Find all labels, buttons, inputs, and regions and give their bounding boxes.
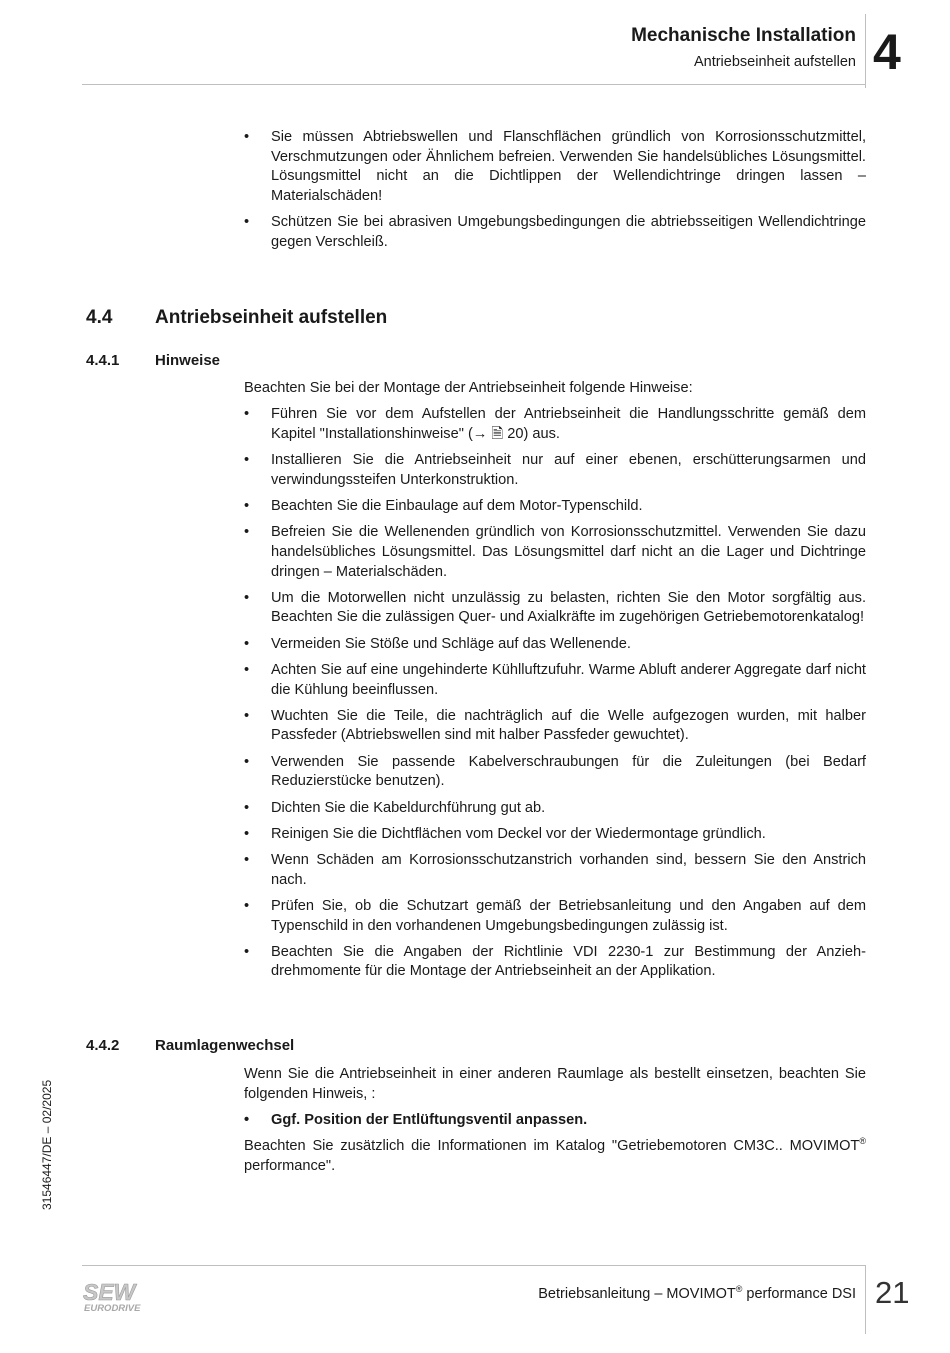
section-number: 4.4 (86, 307, 113, 328)
subsection-number: 4.4.1 (86, 352, 120, 369)
raumlage-bullet-list (244, 1111, 866, 1131)
list-item: • Achten Sie auf eine ungehinderte Kühlluftzufuhr. Warme Abluft anderer Aggregate darf nicht die Kühlung beeinflussen. (244, 661, 866, 700)
section-title: Antriebseinheit aufstellen (155, 307, 388, 328)
header-divider (82, 84, 866, 85)
list-item: • Installieren Sie die Antriebseinheit nur auf einer ebenen, erschütterungsarmen und verwindungssteifen Unterkonstruktion. (244, 451, 866, 490)
sew-eurodrive-logo (83, 1280, 153, 1314)
footer-text-start: Betriebsanleitung – MOVIMOT (538, 1286, 736, 1302)
list-item: • Wuchten Sie die Teile, die nachträglich auf die Welle aufgezogen wurden, mit halber Passfeder (Abtriebswellen sind mit halber Passfeder gewuchtet). (244, 707, 866, 746)
chapter-number: 4 (873, 24, 901, 80)
catalog-note-text-end: performance". (244, 1157, 336, 1174)
footer-divider (82, 1265, 866, 1266)
header-subtitle: Antriebseinheit aufstellen (693, 54, 856, 70)
header-vertical-divider (865, 14, 866, 88)
catalog-note-text: Beachten Sie zusätzlich die Informationen im Katalog "Getriebemotoren CM3C.. MOVIMOT (244, 1138, 860, 1155)
list-item: • Vermeiden Sie Stöße und Schläge auf das Wellenende. (244, 635, 866, 655)
hinweise-block (244, 379, 866, 989)
list-item: • Prüfen Sie, ob die Schutzart gemäß der Betriebsanleitung und den Angaben auf dem Typenschild in den vorhandenen Umgebungsbedingungen zulässig ist. (244, 897, 866, 936)
list-item: • Befreien Sie die Wellenenden gründlich von Korrosionsschutzmittel. Verwenden Sie dazu handelsübliches Lösungsmittel. Das Lösungsmittel darf nicht an die Lager und Dichtringe dringen – Materialschäden. (244, 523, 866, 582)
list-item: • Um die Motorwellen nicht unzulässig zu belasten, richten Sie den Motor sorgfältig aus. Beachten Sie die zulässigen Quer- und Axialkräfte im zugehörigen Getriebemotorenkatalog! (244, 589, 866, 628)
subsection-number: 4.4.2 (86, 1037, 120, 1054)
hinweise-intro: Beachten Sie bei der Montage der Antriebseinheit folgende Hinweise: (244, 380, 693, 396)
raumlage-intro: Wenn Sie die Antriebseinheit in einer anderen Raumlage als bestellt einsetzen, beachten Sie folgenden Hinweis, : (244, 1066, 866, 1102)
footer-vertical-divider (865, 1265, 866, 1334)
footer-text (538, 1286, 856, 1302)
list-item: • Führen Sie vor dem Aufstellen der Antriebseinheit die Handlungsschritte gemäß dem Kapitel "Installationshinweise" (→ 🗎 20) aus. (244, 405, 866, 444)
list-item: • Reinigen Sie die Dichtflächen vom Deckel vor der Wiedermontage gründlich. (244, 825, 866, 845)
list-item: • Dichten Sie die Kabeldurchführung gut ab. (244, 799, 866, 819)
intro-bullet-list (244, 128, 866, 259)
subsection-title: Raumlagenwechsel (155, 1037, 295, 1054)
list-item: • Sie müssen Abtriebswellen und Flanschflächen gründlich von Korrosionsschutzmittel, Verschmutzungen oder Ähnlichem befreien. Verwenden Sie handelsübliches Lösungsmittel. Lösungsmittel nicht an die Dichtlippen der Wellendichtringe dringen lassen – Materialschäden! (244, 128, 866, 206)
catalog-note (244, 1137, 866, 1176)
header-title: Mechanische Installation (631, 25, 856, 46)
page-number: 21 (875, 1275, 910, 1310)
list-item: • Ggf. Position der Entlüftungsventil anpassen. (244, 1111, 866, 1131)
logo-text-top: SEW (83, 1280, 136, 1305)
hinweise-bullet-list (244, 405, 866, 982)
list-item: • Wenn Schäden am Korrosionsschutzanstrich vorhanden sind, bessern Sie den Anstrich nach. (244, 851, 866, 890)
registered-mark: ® (735, 1284, 743, 1295)
footer-text-end: performance DSI (742, 1286, 856, 1302)
registered-mark: ® (859, 1136, 866, 1147)
subsection-title: Hinweise (155, 352, 221, 369)
logo-text-bottom: EURODRIVE (84, 1303, 141, 1314)
list-item: • Schützen Sie bei abrasiven Umgebungsbedingungen die abtriebsseitigen Wellendichtringe gegen Verschleiß. (244, 213, 866, 252)
list-item: • Beachten Sie die Einbaulage auf dem Motor-Typenschild. (244, 497, 866, 517)
list-item: • Beachten Sie die Angaben der Richtlinie VDI 2230-1 zur Bestimmung der Anziehdrehmomente für die Montage der Antriebseinheit an der Applikation. (244, 943, 866, 982)
list-item: • Verwenden Sie passende Kabelverschraubungen für die Zuleitungen (bei Bedarf Reduzierstücke benutzen). (244, 753, 866, 792)
raumlage-block (244, 1065, 866, 1176)
document-reference: 31546447/DE – 02/2025 (40, 1079, 54, 1210)
